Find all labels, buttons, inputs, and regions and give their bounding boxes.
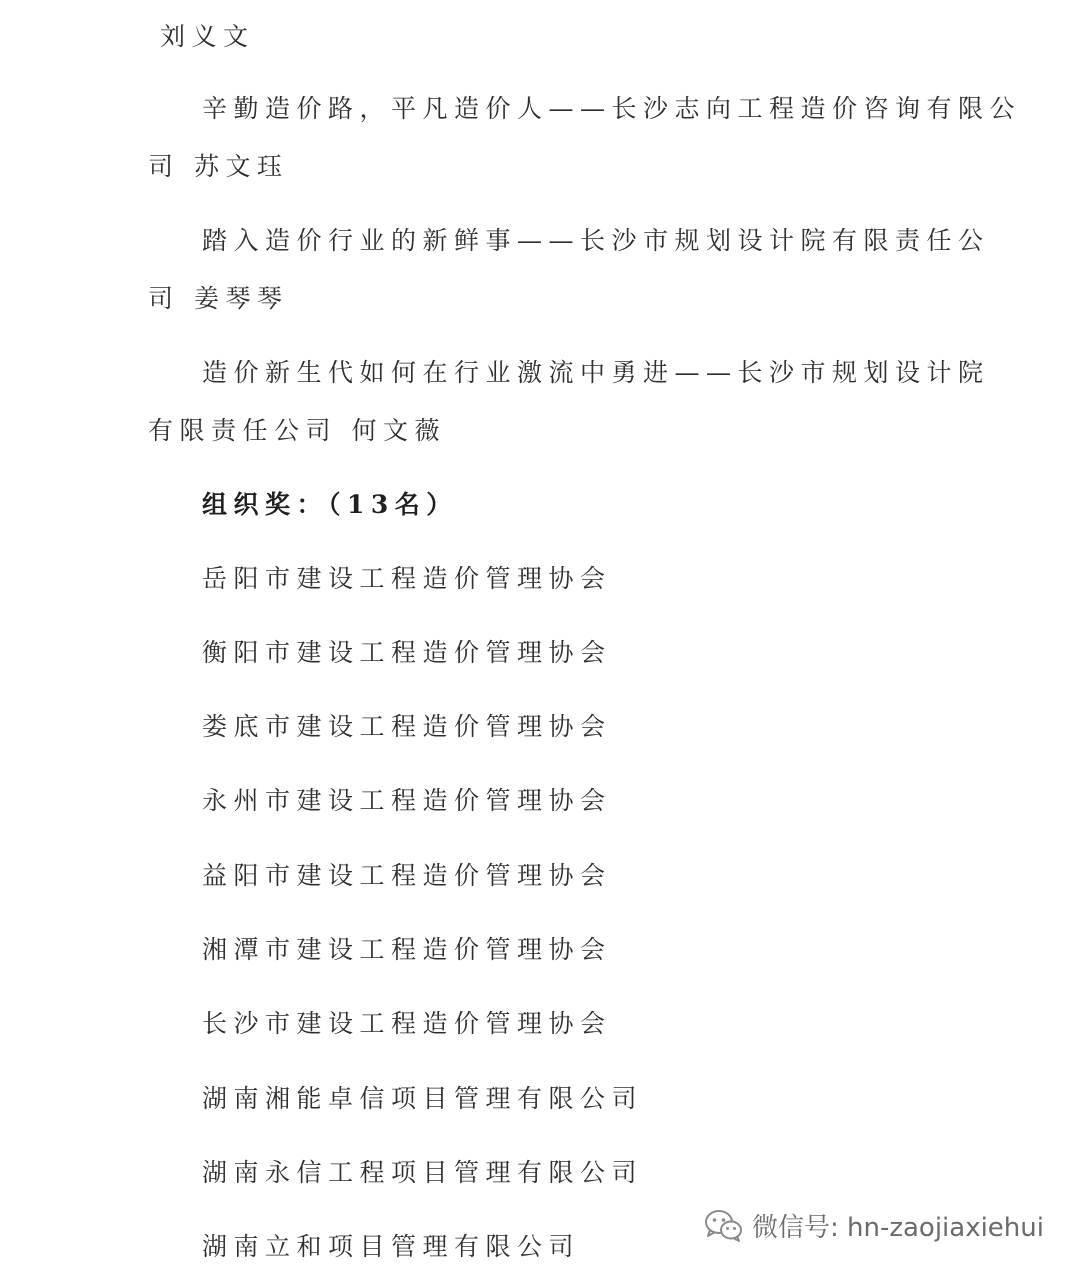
text-line: 司 姜琴琴 bbox=[148, 284, 289, 313]
list-item: 衡阳市建设工程造价管理协会 bbox=[202, 638, 612, 667]
list-item: 长沙市建设工程造价管理协会 bbox=[202, 1009, 612, 1038]
wechat-icon bbox=[704, 1209, 744, 1243]
text-line: 刘义文 bbox=[160, 22, 255, 51]
text-line: 司 苏文珏 bbox=[148, 152, 289, 181]
list-item: 湘潭市建设工程造价管理协会 bbox=[202, 935, 612, 964]
list-item: 益阳市建设工程造价管理协会 bbox=[202, 861, 612, 890]
section-heading: 组织奖：（13名） bbox=[202, 490, 458, 519]
list-item: 岳阳市建设工程造价管理协会 bbox=[202, 564, 612, 593]
watermark-text: 微信号: hn-zaojiaxiehui bbox=[751, 1213, 1044, 1243]
text-line: 造价新生代如何在行业激流中勇进——长沙市规划设计院 bbox=[202, 358, 990, 387]
list-item: 娄底市建设工程造价管理协会 bbox=[202, 712, 612, 741]
list-item: 永州市建设工程造价管理协会 bbox=[202, 786, 612, 815]
list-item: 湖南立和项目管理有限公司 bbox=[202, 1232, 581, 1261]
text-line: 踏入造价行业的新鲜事——长沙市规划设计院有限责任公 bbox=[202, 226, 990, 255]
wechat-watermark bbox=[704, 1207, 1044, 1244]
list-item: 湖南湘能卓信项目管理有限公司 bbox=[202, 1084, 644, 1113]
text-line: 辛勤造价路，平凡造价人——长沙志向工程造价咨询有限公 bbox=[202, 94, 1022, 123]
text-line: 有限责任公司 何文薇 bbox=[148, 416, 446, 445]
list-item: 湖南永信工程项目管理有限公司 bbox=[202, 1158, 644, 1187]
